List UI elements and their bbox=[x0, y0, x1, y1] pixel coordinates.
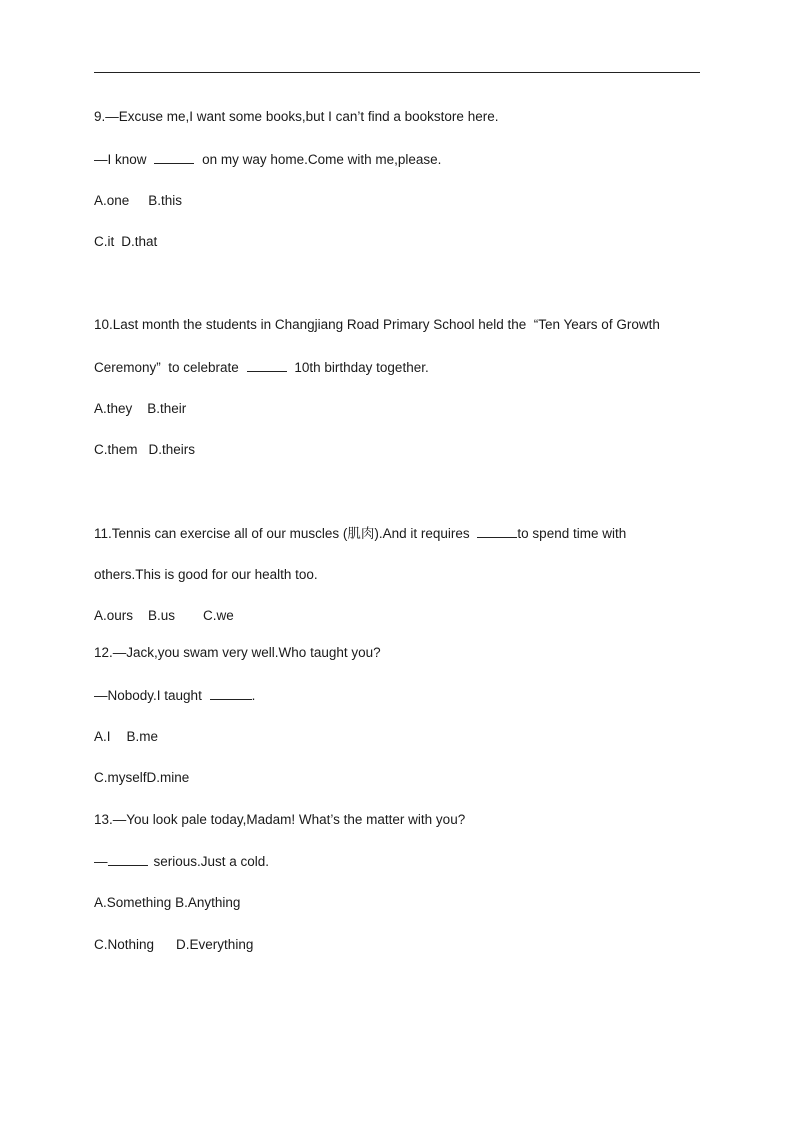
q9-reply-post: on my way home.Come with me,please. bbox=[202, 152, 442, 167]
q9-stem: 9.—Excuse me,I want some books,but I can’t find a bookstore here. bbox=[94, 109, 499, 124]
q13-options-ab bbox=[94, 894, 240, 912]
q12-reply-pre: —Nobody.I taught bbox=[94, 688, 202, 703]
q11-option-b[interactable]: B.us bbox=[148, 608, 176, 623]
q12-option-b[interactable]: B.me bbox=[126, 729, 159, 744]
q13-stem: 13.—You look pale today,Madam! What’s the matter with you? bbox=[94, 812, 466, 827]
q11-stem-line1 bbox=[94, 524, 626, 543]
q12-options-ab bbox=[94, 728, 158, 746]
q12-reply-post: . bbox=[251, 688, 256, 703]
q11-options bbox=[94, 607, 234, 625]
q13-option-d[interactable]: D.Everything bbox=[176, 937, 254, 952]
q10-option-a[interactable]: A.they bbox=[94, 401, 133, 416]
q12-reply bbox=[94, 686, 255, 705]
q13-option-b[interactable]: B.Anything bbox=[175, 895, 241, 910]
q10-answer-blank[interactable] bbox=[247, 358, 287, 372]
q13-options-cd bbox=[94, 936, 253, 954]
q10-stem-post: 10th birthday together. bbox=[294, 360, 429, 375]
q9-options-cd bbox=[94, 233, 157, 251]
q12-option-a[interactable]: A.I bbox=[94, 729, 111, 744]
q11-stem-line2: others.This is good for our health too. bbox=[94, 567, 318, 582]
q10-option-b[interactable]: B.their bbox=[147, 401, 187, 416]
q11-answer-blank[interactable] bbox=[477, 524, 517, 538]
q9-option-b[interactable]: B.this bbox=[148, 193, 183, 208]
q10-options-ab bbox=[94, 400, 186, 418]
q9-option-a[interactable]: A.one bbox=[94, 193, 130, 208]
q9-reply bbox=[94, 150, 441, 169]
q13-reply-post: serious.Just a cold. bbox=[153, 854, 270, 869]
q10-option-c[interactable]: C.them bbox=[94, 442, 138, 457]
q9-answer-blank[interactable] bbox=[154, 150, 194, 164]
q13-reply bbox=[94, 852, 269, 871]
q10-stem-pre: Ceremony” to celebrate bbox=[94, 360, 239, 375]
q12-options-cd bbox=[94, 769, 189, 787]
q11-stem-pre: 11.Tennis can exercise all of our muscles (肌肉).And it requires bbox=[94, 526, 470, 541]
q13-option-a[interactable]: A.Something bbox=[94, 895, 172, 910]
q9-option-d[interactable]: D.that bbox=[121, 234, 158, 249]
q12-option-d[interactable]: D.mine bbox=[146, 770, 190, 785]
q9-options-ab bbox=[94, 192, 182, 210]
q10-option-d[interactable]: D.theirs bbox=[148, 442, 196, 457]
q11-stem-post: to spend time with bbox=[517, 526, 627, 541]
q12-option-c[interactable]: C.myself bbox=[94, 770, 147, 785]
q11-option-a[interactable]: A.ours bbox=[94, 608, 134, 623]
q9-reply-pre: —I know bbox=[94, 152, 147, 167]
q13-reply-pre: — bbox=[94, 854, 108, 869]
q11-option-c[interactable]: C.we bbox=[203, 608, 234, 623]
header-rule bbox=[94, 72, 700, 73]
q13-answer-blank[interactable] bbox=[108, 852, 148, 866]
q9-option-c[interactable]: C.it bbox=[94, 234, 115, 249]
q10-stem-line2 bbox=[94, 358, 429, 377]
q13-option-c[interactable]: C.Nothing bbox=[94, 937, 155, 952]
q12-stem: 12.—Jack,you swam very well.Who taught you? bbox=[94, 645, 381, 660]
q10-options-cd bbox=[94, 441, 195, 459]
q10-stem-line1: 10.Last month the students in Changjiang Road Primary School held the “Ten Years of Growth bbox=[94, 317, 660, 332]
q12-answer-blank[interactable] bbox=[210, 686, 252, 700]
